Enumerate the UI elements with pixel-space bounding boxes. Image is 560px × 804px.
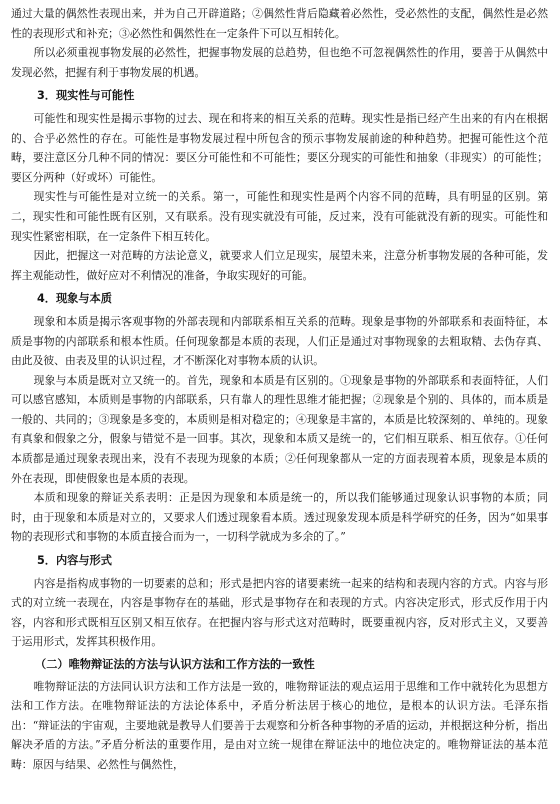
- paragraph: 因此，把握这一对范畴的方法论意义，就要求人们立足现实，展望未来，注意分析事物发展的各种可能，发挥主观能动性，做好应对不利情况的准备，争取实现好的可能。: [11, 249, 548, 282]
- paragraph: 所以必须重视事物发展的必然性，把握事物发展的总趋势，但也绝不可忽视偶然性的作用，要善于从偶然中发现必然，把握有利于事物发展的机遇。: [11, 46, 548, 79]
- section-heading: 3．现实性与可能性: [37, 89, 135, 103]
- paragraph: 本质和现象的辩证关系表明：正是因为现象和本质是统一的，所以我们能够通过现象认识事物的本质；同时，由于现象和本质是对立的，又要求人们透过现象看本质。透过现象发现本质是科学研究的任务，因为“如果事物的表现形式和事物的本质直接合而为一，一切科学就成为多余的了。”: [11, 491, 548, 544]
- paragraph: 通过大量的偶然性表现出来，并为自己开辟道路；②偶然性背后隐藏着必然性，受必然性的支配，偶然性是必然性的表现形式和补充；③必然性和偶然性在一定条件下可以互相转化。: [11, 7, 548, 40]
- section-heading: 4．现象与本质: [37, 292, 112, 306]
- paragraph: 内容是指构成事物的一切要素的总和；形式是把内容的诸要素统一起来的结构和表现内容的方式。内容与形式的对立统一表现在，内容是事物存在的基础，形式是事物存在和表现的方式。内容决定形式，形式反作用于内容，内容和形式既相互区别又相互依存。在把握内容与形式这对范畴时，既要重视内容，反对形式主义，又要善于运用形式，发挥其积极作用。: [11, 576, 548, 649]
- paragraph: 唯物辩证法的方法同认识方法和工作方法是一致的，唯物辩证法的观点运用于思维和工作中就转化为思想方法和工作方法。在唯物辩证法的方法论体系中，矛盾分析法居于核心的地位，是根本的认识方法。毛泽东指出：“辩证法的宇宙观，主要地就是教导人们要善于去观察和分析各种事物的矛盾的运动，并根据这种分析，指出解决矛盾的方法。”矛盾分析法的重要作用，是由对立统一规律在辩证法中的地位决定的。唯物辩证法的基本范畴：原因与结果、必然性与偶然性，: [11, 679, 548, 771]
- chapter-subheading: （二）唯物辩证法的方法与认识方法和工作方法的一致性: [35, 658, 315, 671]
- paragraph: 现实性与可能性是对立统一的关系。第一，可能性和现实性是两个内容不同的范畴，具有明显的区别。第二，现实性和可能性既有区别，又有联系。没有现实就没有可能，反过来，没有可能就没有新的现实。可能性和现实性紧密相联，在一定条件下相互转化。: [11, 190, 548, 243]
- section-heading: 5．内容与形式: [37, 554, 112, 568]
- paragraph: 现象和本质是揭示客观事物的外部表现和内部联系相互关系的范畴。现象是事物的外部联系和表面特征，本质是事物的内部联系和根本性质。任何现象都是本质的表现，人们正是通过对事物现象的去粗取精、去伪存真、由此及彼、由表及里的认识过程，才不断深化对事物本质的认识。: [11, 314, 548, 368]
- paragraph: 现象与本质是既对立又统一的。首先，现象和本质是有区别的。①现象是事物的外部联系和表面特征，人们可以感官感知，本质则是事物的内部联系，只有靠人的理性思维才能把握；②现象是个别的、具体的，而本质是一般的、共同的；③现象是多变的，本质则是相对稳定的；④现象是丰富的，本质是比较深刻的、单纯的。现象有真象和假象之分，假象与错觉不是一回事。其次，现象和本质又是统一的，它们相互联系、相互依存。①任何本质都是通过现象表现出来，没有不表现为现象的本质；②任何现象都从一定的方面表现着本质，现象是本质的外在表现，即使假象也是本质的表现。: [11, 373, 548, 485]
- paragraph: 可能性和现实性是揭示事物的过去、现在和将来的相互关系的范畴。现实性是指已经产生出来的有内在根据的、合乎必然性的存在。可能性是事物发展过程中所包含的预示事物发展前途的种种趋势。把握可能性这个范畴，要注意区分几种不同的情况：要区分可能性和不可能性；要区分现实的可能性和抽象（非现实）的可能性；要区分两种（好或坏）可能性。: [11, 111, 548, 184]
